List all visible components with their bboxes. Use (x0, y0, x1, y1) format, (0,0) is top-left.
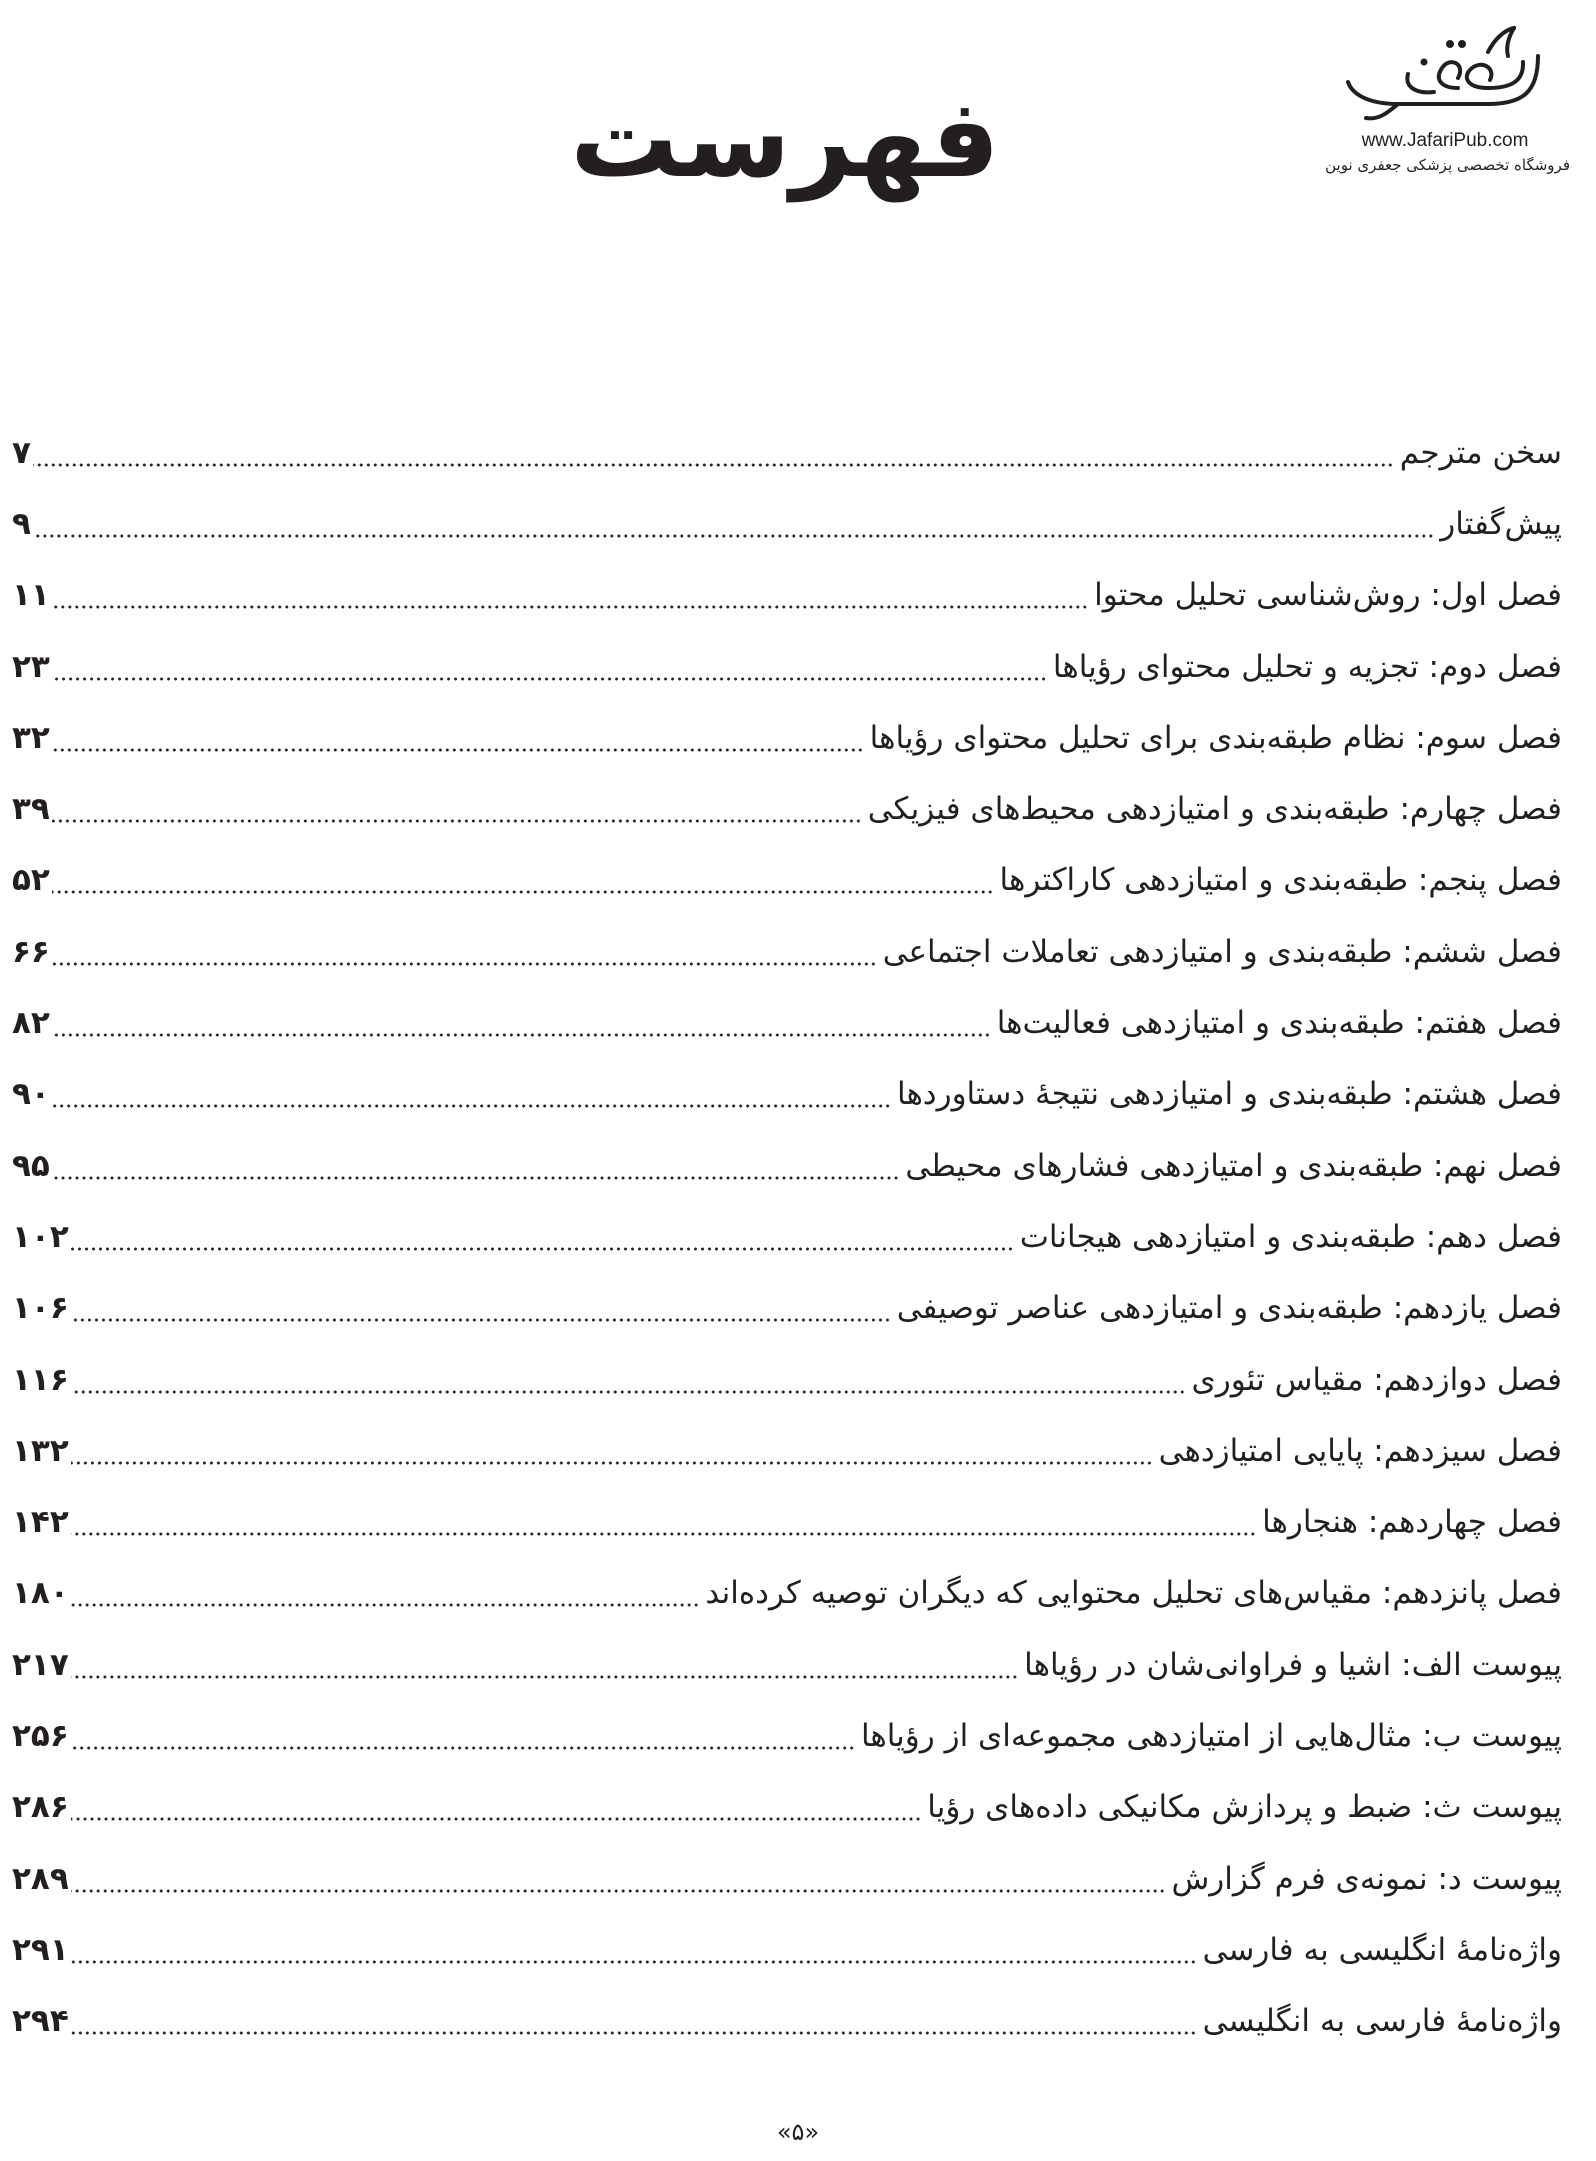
toc-dot-leader (33, 463, 1394, 467)
toc-entry (12, 845, 1562, 916)
toc-entry (12, 987, 1562, 1058)
toc-entry (12, 1986, 1562, 2057)
toc-entry-page-number: ۱۱۶ (12, 1361, 69, 1398)
publisher-logo (1310, 22, 1580, 182)
toc-entry-title: فصل سوم: نظام طبقه‌بندی برای تحلیل محتوای رؤیاها (869, 719, 1562, 756)
toc-entry (12, 1059, 1562, 1130)
toc-entry-page-number: ۱۸۰ (12, 1575, 69, 1612)
toc-entry-title: پیوست الف: اشیا و فراوانی‌شان در رؤیاها (1024, 1646, 1562, 1683)
toc-entry (12, 1914, 1562, 1985)
toc-entry-page-number: ۲۵۶ (12, 1717, 69, 1754)
toc-entry-page-number: ۳۹ (12, 791, 50, 828)
toc-dot-leader (71, 1675, 1018, 1679)
toc-entry-title: فصل دوازدهم: مقیاس تئوری (1191, 1361, 1562, 1398)
toc-entry-title: فصل ششم: طبقه‌بندی و امتیازدهی تعاملات اجتماعی (882, 933, 1562, 970)
toc-entry (12, 1415, 1562, 1486)
toc-entry-page-number: ۲۹۱ (12, 1931, 69, 1968)
toc-dot-leader (52, 1176, 900, 1180)
toc-dot-leader (52, 962, 877, 966)
toc-entry-page-number: ۱۰۲ (12, 1218, 69, 1255)
toc-entry-title: پیوست ب: مثال‌هایی از امتیازدهی مجموعه‌ای از رؤیاها (860, 1717, 1562, 1754)
toc-dot-leader (52, 1104, 891, 1108)
toc-entry-title: فصل چهاردهم: هنجارها (1262, 1504, 1562, 1541)
toc-dot-leader (52, 748, 864, 752)
toc-entry-title: فصل پانزدهم: مقیاس‌های تحلیل محتوایی که دیگران توصیه کرده‌اند (705, 1575, 1562, 1612)
toc-dot-leader (52, 605, 1088, 609)
toc-entry-page-number: ۹ (12, 505, 31, 542)
toc-entry-page-number: ۹۰ (12, 1076, 50, 1113)
toc-entry-page-number: ۵۲ (12, 862, 50, 899)
toc-entry-page-number: ۲۹۴ (12, 2003, 69, 2040)
toc-entry-title: فصل هشتم: طبقه‌بندی و امتیازدهی نتیجهٔ دستاوردها (897, 1076, 1562, 1113)
toc-entry-page-number: ۲۱۷ (12, 1646, 69, 1683)
toc-entry-page-number: ۶۶ (12, 933, 50, 970)
toc-dot-leader (71, 1318, 891, 1322)
toc-entry-title: فصل نهم: طبقه‌بندی و امتیازدهی فشارهای محیطی (905, 1147, 1562, 1184)
toc-entry-page-number: ۲۸۶ (12, 1789, 69, 1826)
page-number: «۵» (776, 2118, 820, 2146)
toc-entry-page-number: ۷ (12, 434, 31, 471)
toc-entry-page-number: ۸۲ (12, 1005, 50, 1042)
toc-entry-title: پیوست ث: ضبط و پردازش مکانیکی داده‌های رؤیا (927, 1789, 1562, 1826)
toc-entry-title: فصل سیزدهم: پایایی امتیازدهی (1158, 1432, 1562, 1469)
toc-entry-title: فصل دوم: تجزیه و تحلیل محتوای رؤیاها (1052, 648, 1562, 685)
publisher-logo-mark (1338, 22, 1558, 127)
toc-dot-leader (52, 819, 862, 823)
toc-dot-leader (52, 677, 1047, 681)
toc-entry-title: فصل دهم: طبقه‌بندی و امتیازدهی هیجانات (1019, 1218, 1562, 1255)
toc-entry (12, 773, 1562, 844)
toc-entry (12, 1201, 1562, 1272)
toc-entry-page-number: ۱۴۲ (12, 1504, 69, 1541)
toc-entry (12, 560, 1562, 631)
toc-dot-leader (71, 1603, 700, 1607)
toc-entry-page-number: ۱۰۶ (12, 1290, 69, 1327)
toc-dot-leader (71, 1247, 1014, 1251)
toc-entry (12, 702, 1562, 773)
toc-dot-leader (33, 534, 1434, 538)
toc-entry (12, 488, 1562, 559)
publisher-website: www.JafariPub.com (1361, 130, 1529, 151)
toc-dot-leader (52, 1033, 991, 1037)
toc-entry-title: فصل یازدهم: طبقه‌بندی و امتیازدهی عناصر توصیفی (896, 1290, 1562, 1327)
toc-dot-leader (71, 1746, 855, 1750)
toc-entry (12, 1772, 1562, 1843)
toc-dot-leader (71, 1390, 1186, 1394)
toc-entry-title: سخن مترجم (1399, 434, 1562, 471)
toc-entry (12, 1486, 1562, 1557)
toc-entry-title: فصل اول: روش‌شناسی تحلیل محتوا (1094, 577, 1562, 614)
toc-entry-title: فصل پنجم: طبقه‌بندی و امتیازدهی کاراکترها (999, 862, 1562, 899)
page-title: فهرست (570, 77, 1000, 202)
toc-dot-leader (71, 1461, 1153, 1465)
toc-entry-page-number: ۱۳۲ (12, 1432, 69, 1469)
toc-entry (12, 1558, 1562, 1629)
toc-entry-page-number: ۲۳ (12, 648, 50, 685)
toc-entry (12, 631, 1562, 702)
toc-dot-leader (71, 2031, 1197, 2035)
toc-dot-leader (71, 1889, 1166, 1893)
toc-entry-title: پیوست د: نمونه‌ی فرم گزارش (1171, 1860, 1562, 1897)
toc-entry (12, 417, 1562, 488)
toc-entry-title: فصل هفتم: طبقه‌بندی و امتیازدهی فعالیت‌ها (996, 1005, 1562, 1042)
toc-entry-page-number: ۱۱ (12, 577, 50, 614)
toc-entry (12, 916, 1562, 987)
table-of-contents (12, 417, 1562, 2057)
toc-entry (12, 1700, 1562, 1771)
toc-dot-leader (71, 1532, 1256, 1536)
toc-dot-leader (52, 890, 994, 894)
toc-entry-title: فصل چهارم: طبقه‌بندی و امتیازدهی محیط‌های فیزیکی (867, 791, 1562, 828)
publisher-tagline: فروشگاه تخصصی پزشکی جعفری نوین (1325, 156, 1570, 174)
toc-entry (12, 1273, 1562, 1344)
toc-dot-leader (71, 1817, 922, 1821)
toc-entry-page-number: ۳۲ (12, 719, 50, 756)
toc-entry-page-number: ۲۸۹ (12, 1860, 69, 1897)
toc-entry (12, 1843, 1562, 1914)
toc-entry (12, 1629, 1562, 1700)
toc-dot-leader (71, 1960, 1197, 1964)
toc-entry (12, 1344, 1562, 1415)
toc-entry-title: پیش‌گفتار (1440, 505, 1562, 542)
toc-entry-page-number: ۹۵ (12, 1147, 50, 1184)
toc-entry-title: واژه‌نامهٔ انگلیسی به فارسی (1202, 1931, 1562, 1968)
toc-entry-title: واژه‌نامهٔ فارسی به انگلیسی (1202, 2003, 1562, 2040)
toc-entry (12, 1130, 1562, 1201)
